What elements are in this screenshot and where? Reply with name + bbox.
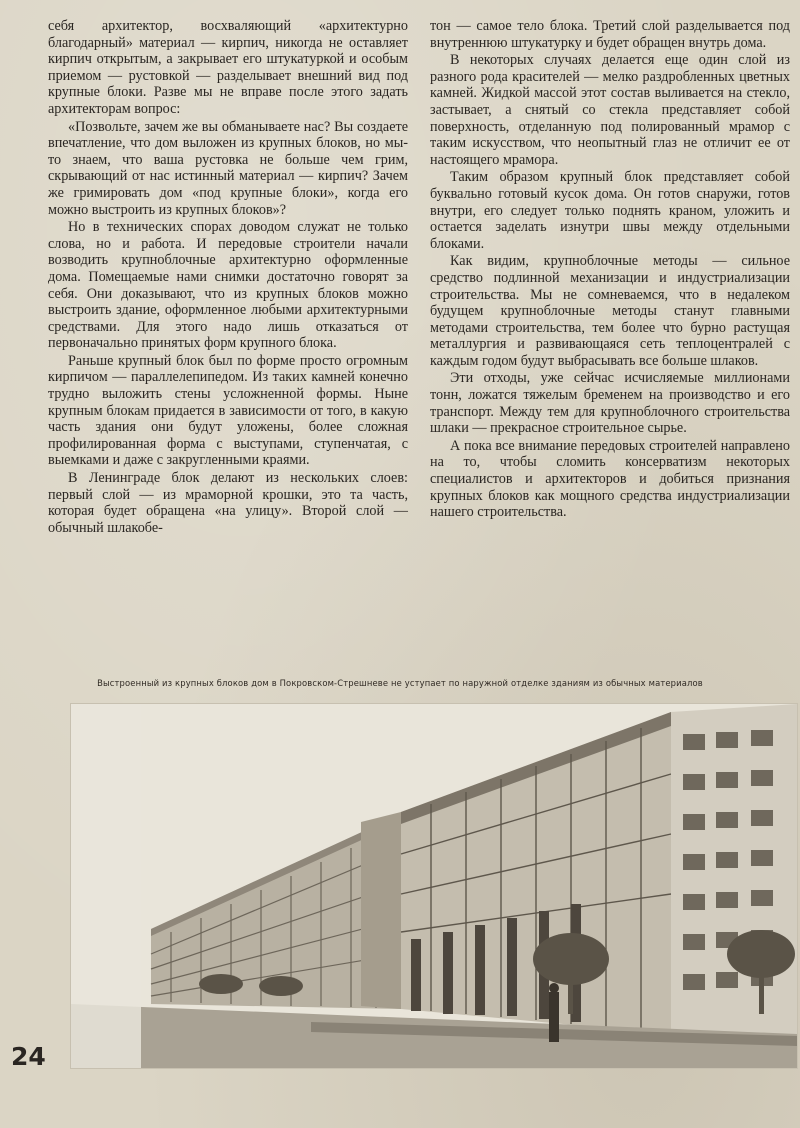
photo-caption: Выстроенный из крупных блоков дом в Покровском-Стрешневе не уступает по наружной отделке зданиям из обычных материалов: [97, 678, 703, 688]
building-illustration: [71, 704, 797, 1068]
paragraph: Таким образом крупный блок представляет собой буквально готовый кусок дома. Он готов снаружи, готов внутри, его следует только поднять краном, уложить и остается заделать изнутри швы между отдельными блоками.: [430, 169, 790, 252]
paragraph: тон — самое тело блока. Третий слой разделывается под внутреннюю штукатурку и будет обращен внутрь дома.: [430, 18, 790, 51]
paragraph: Раньше крупный блок был по форме просто огромным кирпичом — параллелепипедом. Из таких камней конечно трудно выложить стены усложненной формы. Ныне крупным блокам придается в зависимости от того, в какую часть здания они будут уложены, более сложная профилированная форма с выступами, ступенчатая, с выемками и даже с закругленными краями.: [48, 352, 408, 469]
paragraph: «Позвольте, зачем же вы обманываете нас? Вы создаете впечатление, что дом выложен из крупных блоков, но мы-то знаем, что ваша рустовка не больше чем грим, скрывающий от нас истинный материал — кирпич? Зачем же гримировать дом «под крупные блоки», когда его можно выстроить из крупных блоков»?: [48, 118, 408, 218]
article-left-column: [48, 18, 408, 536]
building-photo: [70, 703, 798, 1069]
article-right-column: [430, 18, 790, 521]
page-number: 24: [11, 1042, 46, 1071]
paragraph: Как видим, крупноблочные методы — сильное средство подлинной механизации и индустриализации строительства. Мы не сомневаемся, что в недалеком будущем крупноблочные методы станут главными методами строительства, тем более что бурно растущая металлургия и развивающаяся сеть теплоцентралей с каждым годом будут выбрасывать все больше шлаков.: [430, 253, 790, 369]
paragraph: себя архитектор, восхваляющий «архитектурно благодарный» материал — кирпич, никогда не оставляет кирпич открытым, а закрывает его штукатуркой и особым приемом — рустовкой — разделывает внешний вид под крупные блоки. Разве мы не вправе после этого задать архитекторам вопрос:: [48, 18, 408, 117]
paragraph: Но в технических спорах доводом служат не только слова, но и работа. И передовые строители начали возводить крупноблочные архитектурно оформленные дома. Помещаемые нами снимки достаточно говорят за себя. Они доказывают, что из крупных блоков можно выстроить здание, оформленное любыми архитектурными средствами. Для этого надо лишь отказаться от первоначально принятых форм крупного блока.: [48, 219, 408, 352]
paragraph: В некоторых случаях делается еще один слой из разного рода красителей — мелко раздробленных цветных камней. Жидкой массой этот состав выливается на стекло, застывает, а снятый со стекла представляет собой поверхность, отделанную под полированный мрамор с таким искусством, что неопытный глаз не отличит ее от настоящего мрамора.: [430, 52, 790, 168]
paragraph: В Ленинграде блок делают из нескольких слоев: первый слой — из мраморной крошки, это та часть, которая будет обращена «на улицу». Второй слой — обычный шлакобе-: [48, 470, 408, 536]
paragraph: Эти отходы, уже сейчас исчисляемые миллионами тонн, ложатся тяжелым бременем на производство и его транспорт. Между тем для крупноблочного строительства шлаки — прекрасное строительное сырье.: [430, 370, 790, 437]
paragraph: А пока все внимание передовых строителей направлено на то, чтобы сломить консерватизм некоторых специалистов и архитекторов и добиться признания крупных блоков как мощного средства индустриализации нашего строительства.: [430, 437, 790, 521]
